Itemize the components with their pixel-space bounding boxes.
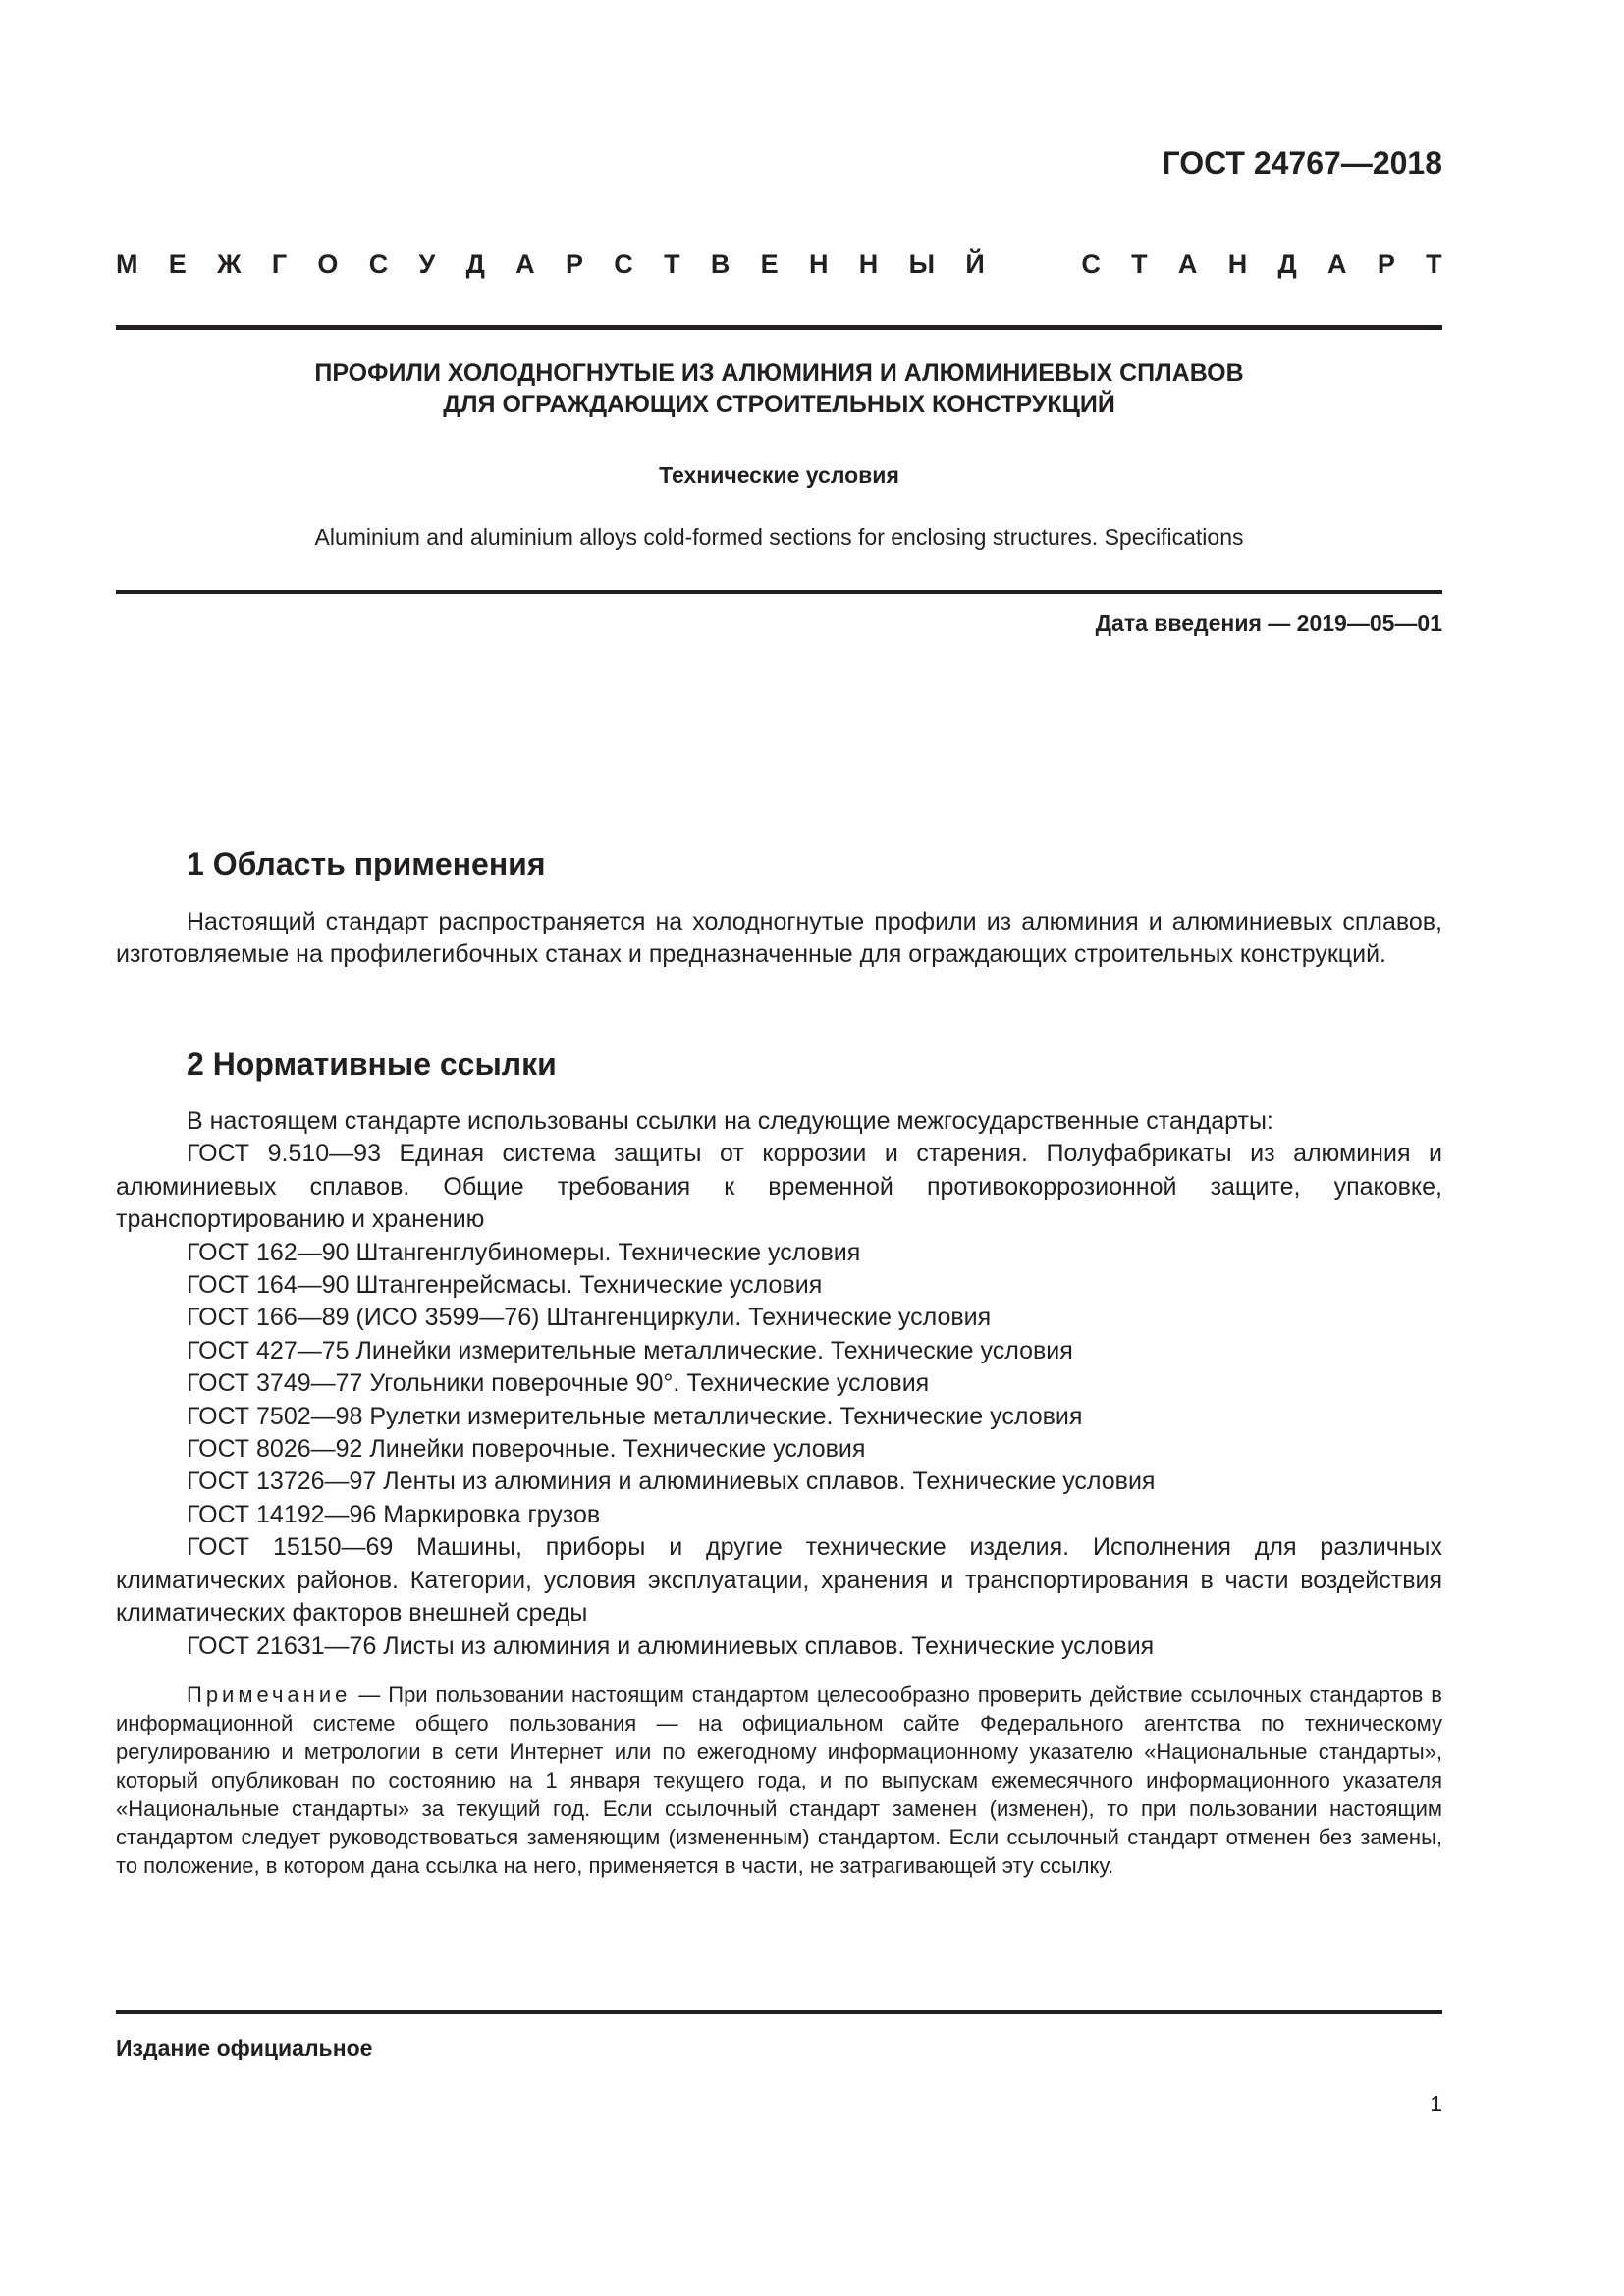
reference-item: ГОСТ 7502—98 Рулетки измерительные металлические. Технические условия	[187, 1402, 1083, 1430]
reference-item: ГОСТ 14192—96 Маркировка грузов	[187, 1500, 601, 1528]
category-letter: Е	[168, 249, 187, 279]
reference-item: ГОСТ 21631—76 Листы из алюминия и алюминиевых сплавов. Технические условия	[187, 1631, 1155, 1660]
reference-item: ГОСТ 164—90 Штангенрейсмасы. Технические условия	[187, 1271, 823, 1300]
category-letter: Г	[271, 249, 288, 279]
reference-item: ГОСТ 166—89 (ИСО 3599—76) Штангенциркули. Технические условия	[187, 1304, 992, 1332]
footer-rule	[116, 2010, 1442, 2014]
category-letter: У	[418, 249, 436, 279]
reference-item: ГОСТ 13726—97 Ленты из алюминия и алюминиевых сплавов. Технические условия	[187, 1468, 1156, 1496]
category-letter: Д	[1277, 249, 1297, 279]
page-number: 1	[1430, 2091, 1442, 2116]
category-letter: С	[368, 249, 389, 279]
word-gap	[1015, 249, 1051, 280]
note-text: — При пользовании настоящим стандартом целесообразно проверить действие ссылочных стандартов в информационной системе общего пользования — на официальном сайте Федерального агентства по техническому регулированию и метрологии в сети Интернет или по ежегодному информационному указателю «Национальные стандарты», который опубликован по состоянию на 1 января текущего года, и по выпускам ежемесячного информационного указателя «Национальные стандарты» за текущий год. Если ссылочный стандарт заменен (изменен), то при пользовании настоящим стандартом следует руководствоваться заменяющим (измененным) стандартом. Если ссылочный стандарт отменен без замены, то положение, в котором дана ссылка на него, применяется в части, не затрагивающей эту ссылку.	[116, 1682, 1442, 1878]
standard-category	[116, 249, 1442, 280]
category-letter: Ы	[908, 249, 936, 279]
title-line: ДЛЯ ОГРАЖДАЮЩИХ СТРОИТЕЛЬНЫХ КОНСТРУКЦИЙ	[443, 391, 1115, 418]
category-letter: М	[116, 249, 138, 279]
reference-item: ГОСТ 15150—69 Машины, приборы и другие технические изделия. Исполнения для различных климатических районов. Категории, условия эксплуатации, хранения и транспортирования в части воздействия климатических факторов внешней среды	[116, 1533, 1442, 1628]
category-letter: Н	[858, 249, 879, 279]
header-rule	[116, 325, 1442, 330]
references-intro: В настоящем стандарте использованы ссылки на следующие межгосударственные стандарты:	[187, 1107, 1273, 1135]
category-letter: Е	[760, 249, 779, 279]
note-paragraph	[116, 1681, 1442, 1880]
category-letter: С	[1081, 249, 1101, 279]
document-subtitle: Технические условия	[659, 462, 899, 488]
category-letter: Т	[664, 249, 680, 279]
category-letter: Р	[1377, 249, 1395, 279]
title-line: ПРОФИЛИ ХОЛОДНОГНУТЫЕ ИЗ АЛЮМИНИЯ И АЛЮМИНИЕВЫХ СПЛАВОВ	[314, 359, 1244, 387]
references-block	[116, 1105, 1442, 1663]
category-letter: С	[614, 249, 633, 279]
scope-paragraph: Настоящий стандарт распространяется на холодногнутые профили из алюминия и алюминиевых сплавов, изготовляемые на профилегибочных станах и предназначенные для ограждающих строительных конструкций.	[116, 908, 1442, 969]
reference-item: ГОСТ 3749—77 Угольники поверочные 90°. Технические условия	[187, 1369, 930, 1398]
category-letter: Н	[1227, 249, 1248, 279]
english-title: Aluminium and aluminium alloys cold-formed sections for enclosing structures. Specifications	[314, 524, 1244, 550]
reference-item: ГОСТ 8026—92 Линейки поверочные. Технические условия	[187, 1435, 866, 1464]
document-code: ГОСТ 24767—2018	[1162, 145, 1442, 181]
note-label: Примечание	[187, 1682, 352, 1707]
category-letter: А	[515, 249, 535, 279]
category-letter: Ж	[217, 249, 242, 279]
reference-item: ГОСТ 427—75 Линейки измерительные металлические. Технические условия	[187, 1336, 1073, 1364]
note-block	[116, 1681, 1442, 1880]
scope-text-block	[116, 906, 1442, 972]
category-letter: Т	[1131, 249, 1148, 279]
category-letter: Р	[565, 249, 583, 279]
category-letter: Н	[808, 249, 829, 279]
category-letter: А	[1177, 249, 1198, 279]
section-heading-references: 2 Нормативные ссылки	[187, 1046, 557, 1082]
category-letter: Д	[465, 249, 485, 279]
category-letter: В	[710, 249, 731, 279]
reference-item: ГОСТ 9.510—93 Единая система защиты от коррозии и старения. Полуфабрикаты из алюминия и алюминиевых сплавов. Общие требования к временной противокоррозионной защите, упаковке, транспортированию и хранению	[116, 1140, 1442, 1234]
document-title	[116, 357, 1442, 420]
introduction-date: Дата введения — 2019—05—01	[1095, 611, 1442, 636]
section-heading-scope: 1 Область применения	[187, 846, 546, 881]
title-rule	[116, 590, 1442, 594]
reference-item: ГОСТ 162—90 Штангенглубиномеры. Технические условия	[187, 1238, 861, 1266]
category-letter: А	[1327, 249, 1347, 279]
category-letter: О	[317, 249, 339, 279]
official-edition-label: Издание официальное	[116, 2035, 373, 2060]
category-letter: Т	[1426, 249, 1442, 279]
category-letter: Й	[965, 249, 985, 279]
